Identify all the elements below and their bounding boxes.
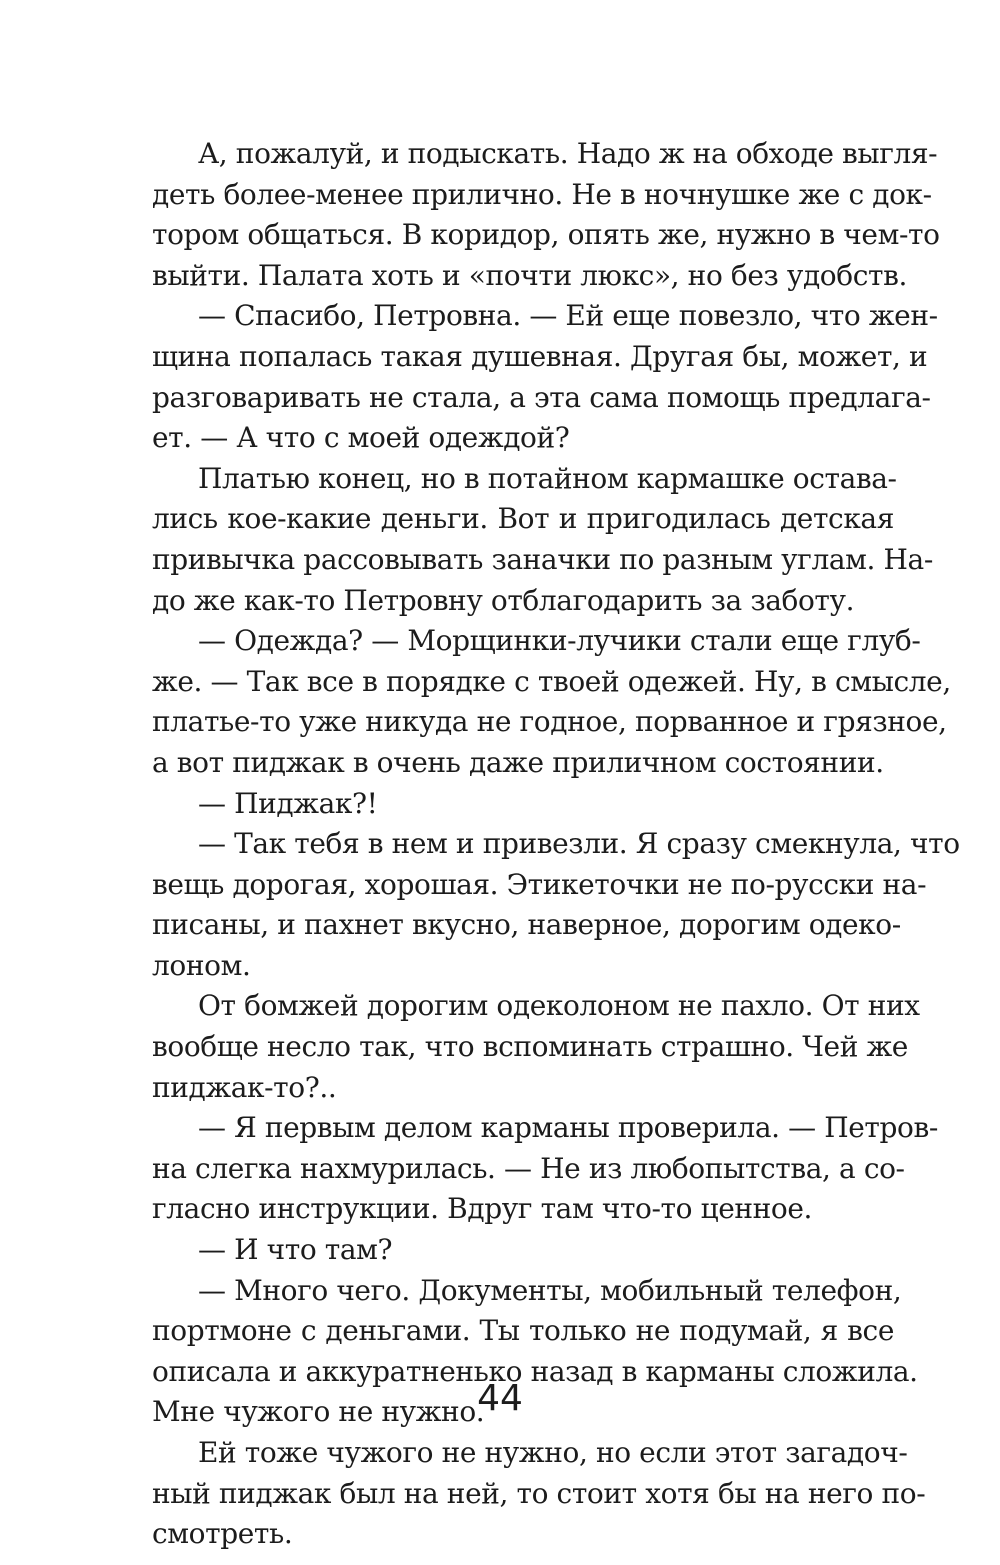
text-line: ет. — А что с моей одеждой? [152, 421, 570, 455]
paragraph [152, 1433, 926, 1555]
paragraph [152, 824, 960, 986]
text-line: А, пожалуй, и подыскать. Надо ж на обходе выгля- [198, 137, 938, 170]
text-line: описала и аккуратненько назад в карманы сложила. [152, 1354, 918, 1388]
text-line: — Много чего. Документы, мобильный телефон, [198, 1273, 902, 1307]
text-line: ный пиджак был на ней, то стоит хотя бы на него по- [152, 1476, 926, 1510]
body-text [152, 134, 960, 1555]
text-line: же. — Так все в порядке с твоей одежей. Ну, в смысле, [152, 664, 951, 698]
text-line: деть более-менее прилично. Не в ночнушке же с док- [152, 177, 932, 211]
text-line: Ей тоже чужого не нужно, но если этот загадоч- [198, 1436, 908, 1469]
paragraph [152, 134, 940, 296]
text-line: до же как-то Петровну отблагодарить за заботу. [152, 583, 855, 617]
text-line: на слегка нахмурилась. — Не из любопытства, а со- [152, 1151, 905, 1185]
text-line: портмоне с деньгами. Ты только не подумай, я все [152, 1314, 894, 1348]
text-line: привычка рассовывать заначки по разным углам. На- [152, 542, 933, 576]
paragraph [152, 1108, 938, 1230]
text-line: тором общаться. В коридор, опять же, нужно в чем-то [152, 218, 940, 252]
text-line: От бомжей дорогим одеколоном не пахло. От них [198, 989, 920, 1023]
text-line: Мне чужого не нужно. [152, 1395, 485, 1429]
text-line: вещь дорогая, хорошая. Этикеточки не по-русски на- [152, 867, 927, 901]
text-line: гласно инструкции. Вдруг там что-то ценное. [152, 1192, 813, 1226]
text-line: смотреть. [152, 1517, 293, 1551]
text-line: выйти. Палата хоть и «почти люкс», но без удобств. [152, 258, 907, 292]
text-line: а вот пиджак в очень даже приличном состоянии. [152, 745, 884, 779]
paragraph [152, 784, 894, 825]
text-line: пиджак-то?.. [152, 1070, 337, 1104]
text-line: — Я первым делом карманы проверила. — Петров- [198, 1111, 938, 1145]
text-line: лоном. [152, 948, 251, 982]
page-number: 44 [477, 1378, 523, 1419]
text-line: разговаривать не стала, а эта сама помощь предлага- [152, 380, 931, 414]
text-line: платье-то уже никуда не годное, порванное и грязное, [152, 705, 947, 739]
paragraph [152, 1230, 894, 1271]
text-line: — И что там? [198, 1233, 393, 1267]
text-line: писаны, и пахнет вкусно, наверное, дорогим одеко- [152, 908, 901, 942]
text-line: вообще несло так, что вспоминать страшно. Чей же [152, 1030, 908, 1064]
paragraph [152, 986, 920, 1108]
text-line: щина попалась такая душевная. Другая бы, может, и [152, 339, 928, 373]
text-line: — Так тебя в нем и привезли. Я сразу смекнула, что [198, 827, 960, 861]
paragraph [152, 621, 951, 783]
text-line: лись кое-какие деньги. Вот и пригодилась детская [152, 502, 894, 536]
paragraph [152, 296, 938, 458]
text-line: — Пиджак?! [198, 786, 378, 820]
text-line: — Одежда? — Морщинки-лучики стали еще глуб- [198, 624, 921, 658]
paragraph [152, 459, 933, 621]
text-line: Платью конец, но в потайном кармашке остава- [198, 461, 897, 495]
text-line: — Спасибо, Петровна. — Ей еще повезло, что жен- [198, 299, 938, 333]
